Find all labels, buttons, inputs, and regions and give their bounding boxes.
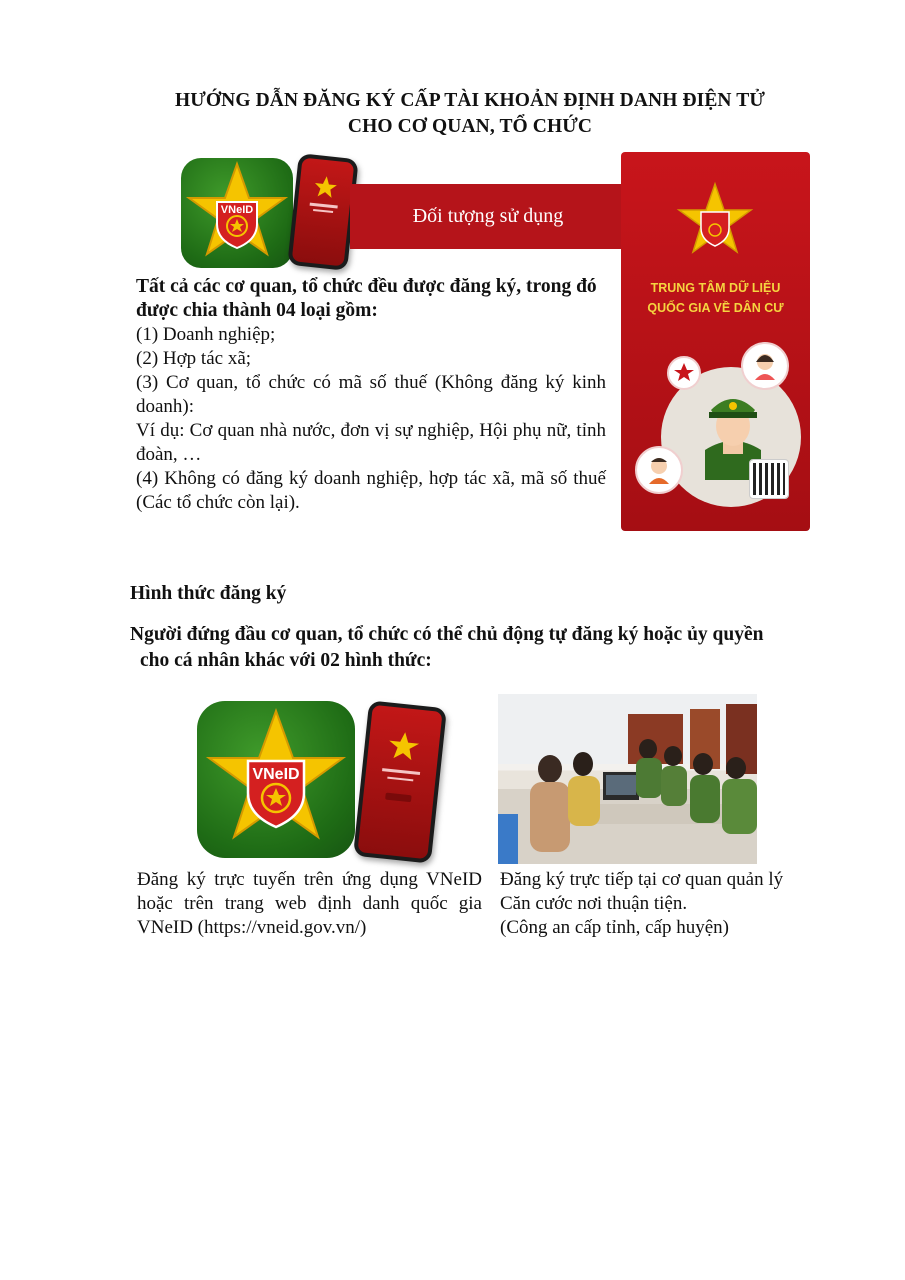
list-item: (3) Cơ quan, tổ chức có mã số thuế (Không đăng ký kinh doanh): xyxy=(136,372,606,417)
list-item: Ví dụ: Cơ quan nhà nước, đơn vị sự nghiệp, Hội phụ nữ, tỉnh đoàn, … xyxy=(136,420,606,465)
service-counter-scene-icon xyxy=(498,694,757,864)
eligibility-intro: Tất cả các cơ quan, tổ chức đều được đăng ký, trong đó được chia thành 04 loại gồm: xyxy=(136,276,597,321)
emblem-avatar-icon xyxy=(667,356,701,390)
online-registration-caption: Đăng ký trực tuyến trên ứng dụng VNeID hoặc trên trang web định danh quốc gia VNeID (https://vneid.gov.vn/) xyxy=(137,869,482,938)
banner-label: Đối tượng sử dụng xyxy=(412,205,564,227)
phone-mockup-large xyxy=(353,700,447,863)
lead-line-1: Người đứng đầu cơ quan, tổ chức có thể chủ động tự đăng ký hoặc ủy quyền xyxy=(130,624,764,645)
police-star-icon xyxy=(673,180,757,260)
vneid-app-icon-large xyxy=(197,701,355,858)
online-badge-text: VNeID xyxy=(252,766,300,783)
vneid-app-icon xyxy=(181,158,293,268)
qr-code-icon xyxy=(750,460,788,498)
phone-mockup xyxy=(287,153,358,271)
organization-types-list xyxy=(136,323,606,515)
card-title-line-1: TRUNG TÂM DỮ LIỆU xyxy=(650,281,781,295)
document-title xyxy=(130,88,810,140)
title-line-1: HƯỚNG DẪN ĐĂNG KÝ CẤP TÀI KHOẢN ĐỊNH DANH ĐIỆN TỬ xyxy=(175,90,765,111)
offline-registration-caption xyxy=(500,868,815,940)
phone-star-icon xyxy=(296,158,354,223)
registration-heading: Hình thức đăng ký xyxy=(130,583,287,604)
registration-lead xyxy=(130,622,820,674)
list-item: (4) Không có đăng ký doanh nghiệp, hợp tác xã, mã số thuế (Các tổ chức còn lại). xyxy=(136,468,606,513)
lead-line-2: cho cá nhân khác với 02 hình thức: xyxy=(140,650,432,671)
woman-avatar-icon xyxy=(741,342,789,390)
offline-caption-line-2: (Công an cấp tỉnh, cấp huyện) xyxy=(500,917,729,938)
service-counter-photo xyxy=(498,694,757,864)
target-users-banner xyxy=(350,184,626,249)
app-badge-text: VNeID xyxy=(220,204,254,216)
list-item: (2) Hợp tác xã; xyxy=(136,348,252,369)
card-title-line-2: QUỐC GIA VỀ DÂN CƯ xyxy=(647,301,784,315)
title-line-2: CHO CƠ QUAN, TỔ CHỨC xyxy=(347,116,593,137)
star-badge-icon xyxy=(181,158,293,268)
offline-caption-line-1: Đăng ký trực tiếp tại cơ quan quản lý Căn cước nơi thuận tiện. xyxy=(500,869,784,914)
man-avatar-icon xyxy=(635,446,683,494)
star-badge-large-icon xyxy=(197,701,355,858)
phone-star-large-icon xyxy=(362,705,442,812)
list-item: (1) Doanh nghiệp; xyxy=(136,324,276,345)
